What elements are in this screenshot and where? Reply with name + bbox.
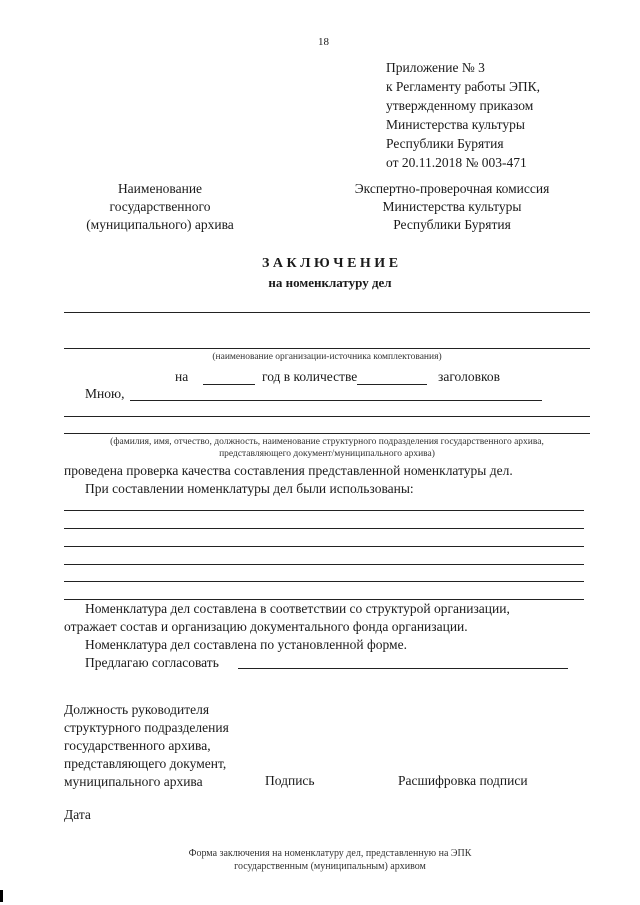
year-prefix: на (175, 369, 189, 384)
sender-block (60, 180, 260, 234)
position-line: структурного подразделения (64, 720, 229, 735)
page-number: 18 (318, 36, 329, 48)
form-statement: Номенклатура дел составлена по установленной форме. (85, 637, 407, 652)
footer-line: государственным (муниципальным) архивом (234, 861, 426, 872)
footer-note (0, 847, 640, 873)
person-line (64, 416, 590, 417)
signature-label: Подпись (265, 773, 315, 788)
footer-line: Форма заключения на номенклатуру дел, представленную на ЭПК (188, 848, 472, 859)
person-caption (64, 436, 590, 460)
source-line (64, 564, 584, 565)
appendix-line: к Регламенту работы ЭПК, (386, 79, 541, 94)
appendix-line: Республики Бурятия (386, 136, 504, 151)
structure-paragraph-line1: Номенклатура дел составлена в соответствии со структурой организации, (85, 601, 510, 616)
position-block (64, 701, 229, 791)
sender-line: (муниципального) архива (86, 217, 234, 232)
person-caption-line: (фамилия, имя, отчество, должность, наименование структурного подразделения государственного архива, (110, 437, 544, 447)
date-label: Дата (64, 807, 91, 822)
source-line (64, 581, 584, 582)
position-line: Должность руководителя (64, 702, 210, 717)
check-done-text: проведена проверка качества составления представленной номенклатуры дел. (64, 463, 513, 478)
position-line: муниципального архива (64, 774, 203, 789)
scan-edge-mark (0, 890, 3, 902)
source-line (64, 599, 584, 600)
appendix-line: утвержденному приказом (386, 98, 534, 113)
source-line (64, 528, 584, 529)
propose-label: Предлагаю согласовать (85, 655, 219, 670)
position-line: государственного архива, (64, 738, 211, 753)
document-title: З А К Л Ю Ч Е Н И Е (261, 256, 399, 271)
year-middle: год в количестве (262, 369, 358, 384)
appendix-line: Министерства культуры (386, 117, 525, 132)
structure-paragraph-line2: отражает состав и организацию документального фонда организации. (64, 619, 468, 634)
recipient-line: Республики Бурятия (393, 217, 511, 232)
source-line (64, 510, 584, 511)
sender-line: Наименование (117, 181, 203, 196)
appendix-line: Приложение № 3 (386, 60, 485, 75)
organization-caption: (наименование организации-источника комплектования) (212, 352, 442, 362)
person-caption-line: представляющего документ/муниципального архива) (219, 449, 435, 459)
year-blank (203, 384, 255, 385)
person-line (130, 400, 542, 401)
source-line (64, 546, 584, 547)
used-sources-text: При составлении номенклатуры дел были использованы: (85, 481, 414, 496)
organization-line (64, 312, 590, 313)
appendix-line: от 20.11.2018 № 003-471 (386, 155, 527, 170)
recipient-line: Министерства культуры (382, 199, 522, 214)
appendix-block (386, 58, 540, 172)
by-me-label: Мною, (85, 386, 125, 401)
organization-line (64, 348, 590, 349)
document-subtitle: на номенклатуру дел (268, 275, 392, 290)
signature-decode-label: Расшифровка подписи (398, 773, 528, 788)
recipient-block (336, 180, 568, 234)
position-line: представляющего документ, (64, 756, 227, 771)
count-blank (357, 384, 427, 385)
sender-line: государственного (109, 199, 211, 214)
year-suffix: заголовков (438, 369, 500, 384)
person-line (64, 433, 590, 434)
recipient-line: Экспертно-проверочная комиссия (354, 181, 550, 196)
propose-line (238, 668, 568, 669)
